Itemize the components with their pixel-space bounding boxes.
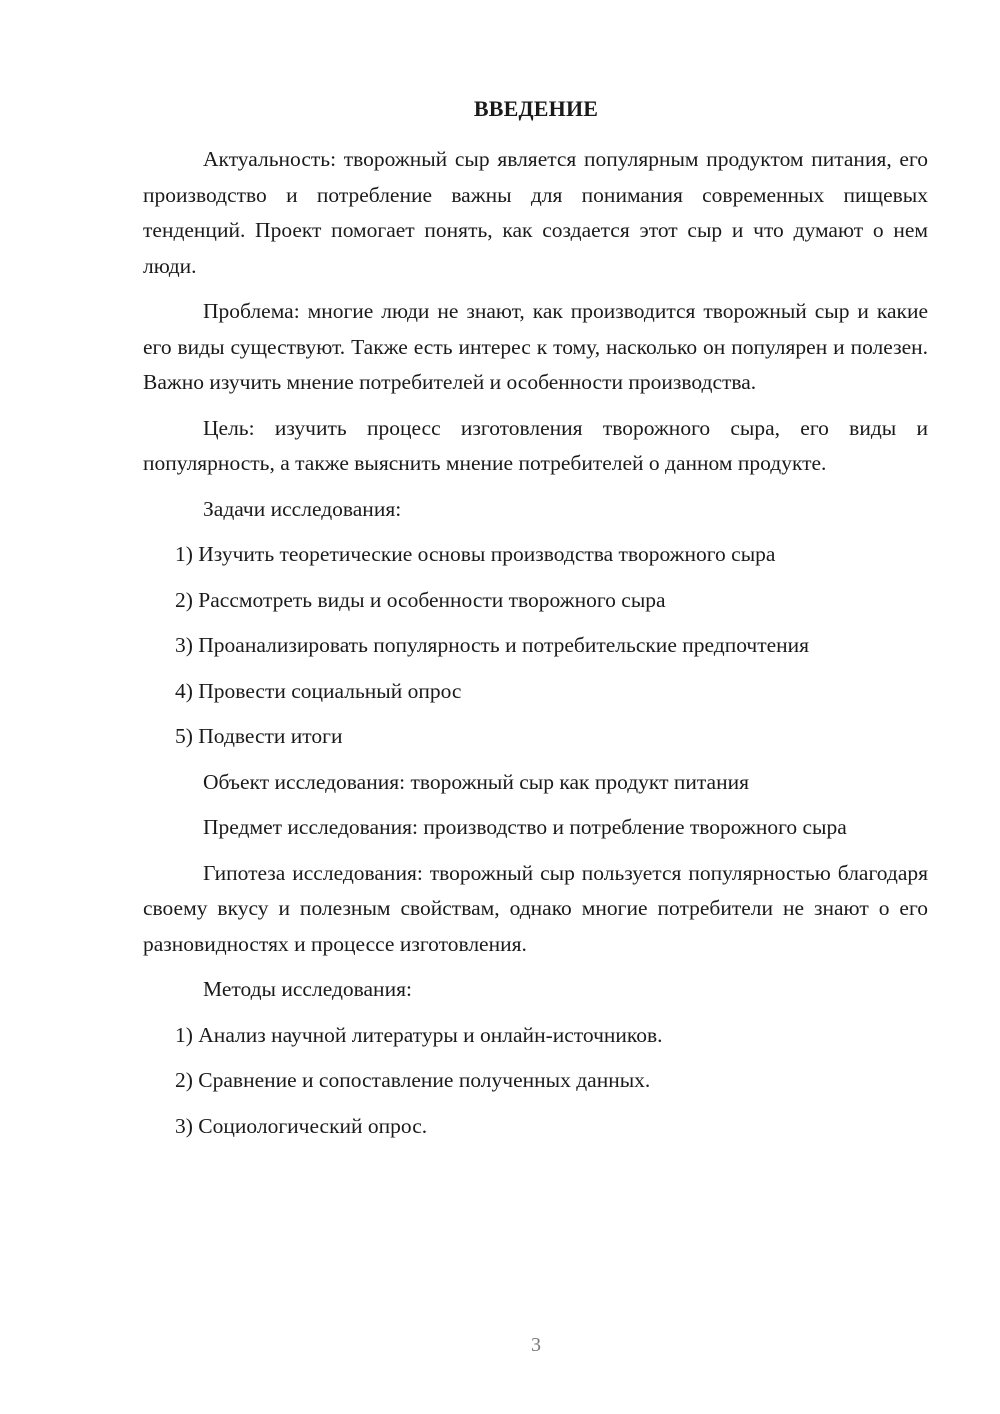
task-item-2: 2) Рассмотреть виды и особенности творожного сыра [175, 587, 666, 612]
paragraph-hypothesis: Гипотеза исследования: творожный сыр пользуется популярностью благодаря своему вкусу и полезным свойствам, однако многие потребители не знают о его разновидностях и процессе изготовления. [143, 860, 928, 956]
tasks-heading: Задачи исследования: [203, 496, 402, 521]
task-item-5: 5) Подвести итоги [175, 724, 343, 748]
section-title: ВВЕДЕНИЕ [473, 96, 599, 121]
paragraph-subject: Предмет исследования: производство и потребление творожного сыра [203, 815, 847, 839]
paragraph-problem: Проблема: многие люди не знают, как производится творожный сыр и какие его виды существуют. Также есть интерес к тому, насколько он популярен и полезен. Важно изучить мнение потребителей и особенности производства. [143, 299, 928, 394]
task-item-4: 4) Провести социальный опрос [175, 678, 462, 703]
document-body [143, 142, 928, 1144]
task-item-1: 1) Изучить теоретические основы производства творожного сыра [175, 542, 776, 566]
method-item-3: 3) Социологический опрос. [175, 1113, 428, 1138]
paragraph-object: Объект исследования: творожный сыр как продукт питания [203, 769, 749, 794]
paragraph-relevance: Актуальность: творожный сыр является популярным продуктом питания, его производство и потребление важны для понимания современных пищевых тенденций. Проект помогает понять, как создается этот сыр и что думают о нем люди. [143, 147, 928, 278]
page-number: 3 [531, 1334, 541, 1356]
methods-heading: Методы исследования: [203, 977, 412, 1001]
paragraph-goal: Цель: изучить процесс изготовления творожного сыра, его виды и популярность, а также выяснить мнение потребителей о данном продукте. [143, 415, 928, 475]
method-item-2: 2) Сравнение и сопоставление полученных данных. [175, 1068, 651, 1092]
task-item-3: 3) Проанализировать популярность и потребительские предпочтения [175, 633, 810, 657]
method-item-1: 1) Анализ научной литературы и онлайн-источников. [175, 1022, 663, 1047]
